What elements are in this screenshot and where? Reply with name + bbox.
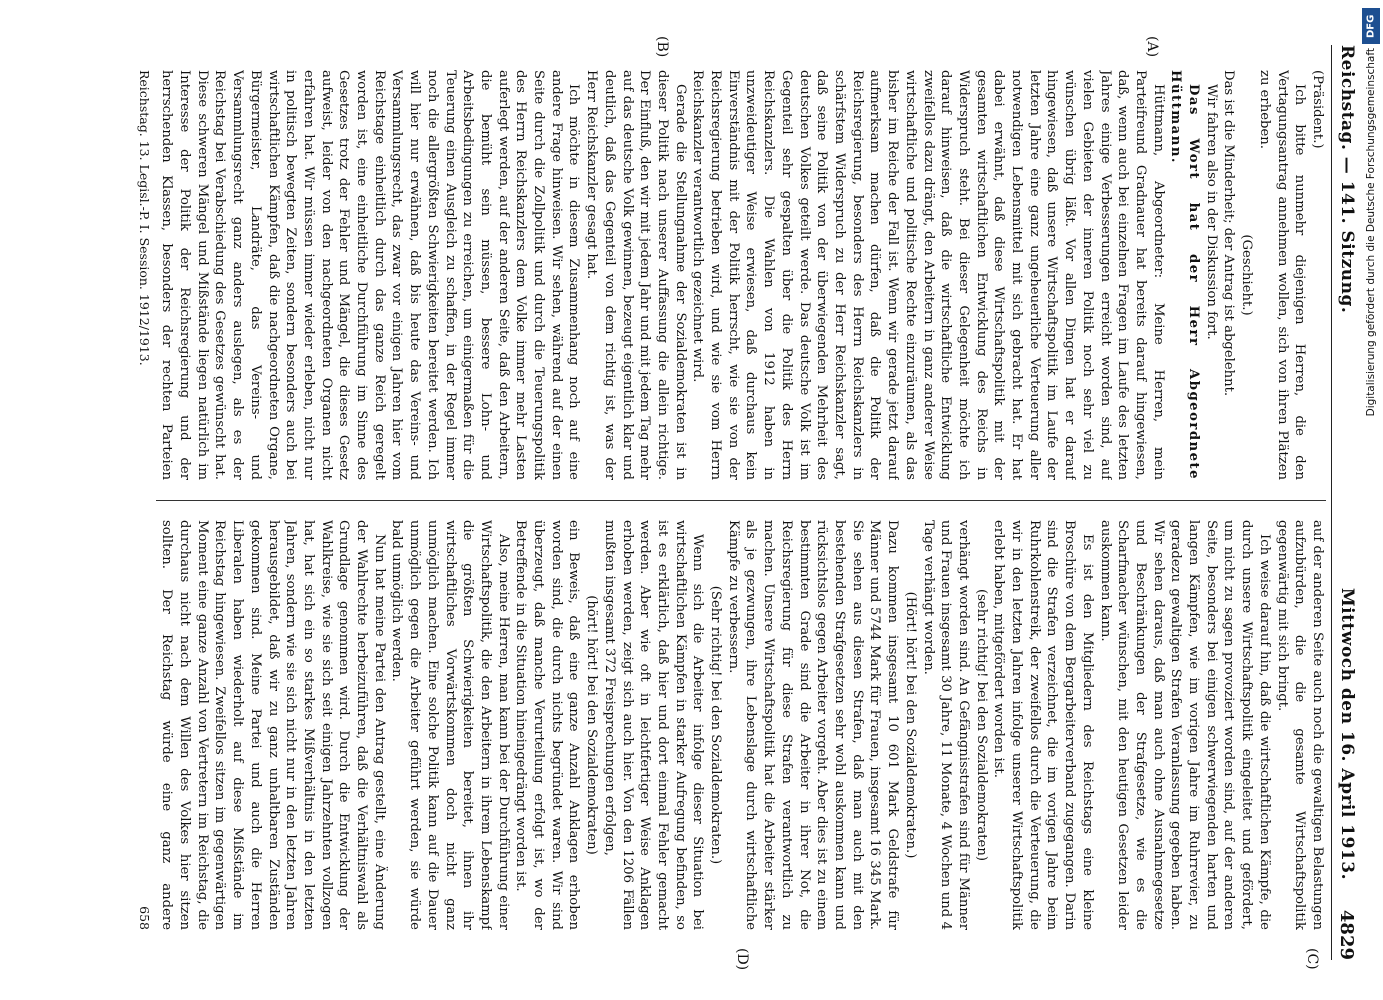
margin-mark-a: (A) — [1144, 36, 1160, 58]
paragraph: Wenn sich die Arbeiter infolge dieser Situation bei wirtschaftlichen Kämpfen in starker Aufregung befinden, so ist es erklärlich, daß hier und dort einmal Fehler gemacht werden. Aber wie oft in leichtfertiger Weise Anklagen erhoben werden, zeigt sich auch hier. Von den 1206 Fällen mußten insgesamt 372 Freisprechungen erfolgen, — [601, 520, 706, 930]
right-column — [156, 520, 1326, 930]
dfg-logo-icon: DFG — [1362, 8, 1380, 44]
speech-paragraph: Hüttmann, Abgeordneter: Meine Herren, mein Parteifreund Gradnauer hat bereits darauf hingewiesen, daß, wenn auch bei einzelnen Fragen im Laufe des letzten Jahres einige Verbesserungen erreicht worden sind, auf vielen Gebieten der inneren Politik noch sehr viel zu wünschen übrig läßt. Vor allen Dingen hat er darauf hingewiesen, daß unsere Wirtschaftspolitik im Laufe der letzten Jahre eine ganz ungeheuerliche Verteuerung aller notwendigen Lebensmittel mit sich gebracht hat. Er hat dabei erwähnt, daß diese Wirtschaftspolitik mit der gesamten wirtschaftlichen Entwicklung des Reichs in Widerspruch steht. Bei dieser Gelegenheit möchte ich darauf hinweisen, daß die wirtschaftliche Entwicklung zweifellos dazu drängt, den Arbeitern in ganz anderer Weise wirtschaftliche und politische Rechte einzuräumen, als das bisher im Reiche der Fall ist. Wenn wir gerade jetzt darauf aufmerksam machen dürfen, daß die Politik der Reichsregierung, besonders des Herrn Reichskanzlers in schärfstem Widerspruch zu der Herr Reichskanzler sagt, daß seine Politik von der überwiegenden Mehrheit des deutschen Volkes geteilt werde. Das deutsche Volk ist im Gegenteil sehr gespalten über die Politik des Herrn Reichskanzlers. Die Wahlen von 1912 haben in unzweideutiger Weise erwiesen, daß durchaus kein Einverständnis mit der Politik herrscht, wie sie von der Reichsregierung betrieben wird, und wie sie vom Herrn Reichskanzler verantwortlich gezeichnet wird. — [690, 70, 1166, 480]
footer-session: Reichstag. 13. Legisl.-P. I. Session. 1912/1913. — [137, 70, 152, 366]
speaker-tag: (Präsident.) — [1310, 70, 1325, 149]
page-footer — [137, 70, 152, 930]
paragraph: Das Wort hat der Herr Abgeordnete Hüttmann. — [1168, 70, 1202, 480]
paragraph: Dazu kommen insgesamt 10 601 Mark Geldstrafe für Männer und 5744 Mark für Frauen, insgesamt 16 345 Mark. Sie sehen aus diesen Strafen, daß man auch mit den bestehenden Strafgesetzen sehr wohl auskommen kann und rücksichtslos gegen Arbeiter vorgeht. Aber dies ist zu einem bestimmten Grade sind die Arbeiter in ihrer Not, die Reichsregierung für diese Strafen verantwortlich zu machen. Unsere Wirtschaftspolitik hat die Arbeiter stärker als je gezwungen, ihre Lebenslage durch wirtschaftliche Kämpfe zu verbessern. — [725, 520, 901, 930]
margin-mark-d: (D) — [734, 948, 750, 971]
footer-sheet-number: 658 — [137, 906, 152, 930]
paragraph: ein Beweis, daß eine ganze Anzahl Anklagen erhoben worden sind, die durch nichts begründet waren. Wir sind überzeugt, daß manche Verurteilung erfolgt ist, wo der Betreffende in die Situation hineingedrängt worden ist. — [513, 520, 582, 930]
margin-mark-c: (C) — [1304, 948, 1320, 970]
credit-text: Digitalisierung gefördert durch die Deutsche Forschungsgemeinschaft — [1365, 48, 1377, 417]
speech-paragraph: Gerade die Stellungnahme der Sozialdemokraten ist in dieser Politik nach unserer Auffassung die allein richtige. Der Einfluß, den wir mit jedem Jahr und mit jedem Tag mehr auf das deutsche Volk gewinnen, bezeugt eigentlich klar und deutlich, daß das Gegenteil von dem richtig ist, was der Herr Reichskanzler gesagt hat. — [584, 70, 688, 480]
paragraph: verhängt worden sind. An Gefängnisstrafen sind für Männer und Frauen insgesamt 30 Jahre, 11 Monate, 4 Wochen und 4 Tage verhängt worden. — [920, 520, 971, 930]
header-rule — [1331, 45, 1332, 960]
interjection: (Geschieht.) — [1239, 234, 1255, 316]
left-column — [156, 70, 1326, 480]
document-page — [50, 0, 1383, 1000]
paragraph: Nun hat meine Partei den Antrag gestellt, eine Änderung der Wahlrechte herbeizuführen, daß die Verhältniswahl als Grundlage genommen wird. Durch die Entwicklung der Wahlkreise, wie sie sich seit einigen Jahrzehnten vollzogen hat, hat sich ein so starkes Mißverhältnis in den letzten Jahren, sondern wie sie sich nicht nur in den letzten Jahren herausgebildet, daß wir zu ganz unhaltbaren Zuständen gekommen sind. Meine Partei und auch die Herren Liberalen haben wiederholt auf diese Mißstände im Reichstag hingewiesen. Zweifellos sitzen im gegenwärtigen Moment eine ganze Anzahl von Vertretern im Reichstag, die durchaus nicht nach dem Willen des Volkes hier sitzen sollten. Der Reichstag würde eine ganz andere — [159, 520, 387, 930]
interjection: (hört! hört! bei den Sozialdemokraten) — [584, 595, 600, 855]
paragraph: auf der anderen Seite auch noch die gewaltigen Belastungen aufzubürden, die die gesamte Wirtschaftspolitik gegenwärtig mit sich bringt. — [1274, 520, 1325, 930]
page-number: 4829 — [1336, 909, 1358, 960]
header-left: Reichstag. — 141. Sitzung. — [1337, 45, 1357, 314]
paragraph: Ich bitte nunmehr diejenigen Herren, die den Vertagungsantrag annehmen wollen, sich von ihren Plätzen zu erheben. — [1256, 70, 1308, 480]
paragraph: Das ist die Minderheit; der Antrag ist abgelehnt. — [1221, 70, 1237, 397]
margin-mark-b: (B) — [654, 36, 670, 58]
interjection: (Hört! hört! bei den Sozialdemokraten.) — [902, 591, 918, 859]
interjection: (sehr richtig! bei den Sozialdemokraten) — [973, 589, 989, 861]
interjection: (Sehr richtig! bei den Sozialdemokraten.) — [708, 585, 724, 865]
paragraph: Ich weise darauf hin, daß die wirtschaftlichen Kämpfe, die durch unsere Wirtschaftspolitik eingeleitet und gefördert, um nicht zu sagen provoziert worden sind, auf der anderen Seite, besonders bei einigen schwerwiegenden harten und langen Kämpfen, wie im vorigen Jahre im Ruhrrevier, zu geradezu gewaltigen Strafen Veranlassung gegeben haben. Wir sehen daraus, daß man auch ohne Ausnahmegesetze und Beschränkungen der Strafgesetze, wie es die Scharfmacher wünschen, mit den heutigen Gesetzen leider auskommen kann. — [1097, 520, 1272, 930]
speech-paragraph: Ich möchte in diesem Zusammenhang noch auf eine andere Frage hinweisen. Wir sehen, während auf der einen Seite durch die Zollpolitik und durch die Teuerungspolitik des Herrn Reichskanzlers dem Volke immer mehr Lasten auferlegt werden, auf der anderen Seite, daß den Arbeitern, die bemüht sein müssen, bessere Lohn- und Arbeitsbedingungen zu erreichen, um einigermaßen für die Teuerung einen Ausgleich zu schaffen, in der Regel immer noch die allergrößten Schwierigkeiten bereitet werden. Ich will hier nur erwähnen, daß bis heute das Vereins- und Versammlungsrecht, das zwar vor einigen Jahren hier vom Reichstage einheitlich durch das ganze Reich geregelt worden ist, eine einheitliche Durchführung im Sinne des Gesetzes trotz der Fehler und Mängel, die dieses Gesetz aufweist, leider von den nachgeordneten Organen nicht erfahren hat. Wir müssen immer wieder erleben, nicht nur in politisch bewegten Zeiten, sondern besonders auch bei wirtschaftlichen Kämpfen, daß die nachgeordneten Organe, Bürgermeister, Landräte, das Vereins- und Versammlungsrecht ganz anders auslegen, als es der Reichstag bei Verabschiedung des Gesetzes gewünscht hat. Diese schweren Mängel und Mißstände liegen natürlich im Interesse der Politik der Reichsregierung und der herrschenden Klassen, besonders der rechten Parteien — [159, 70, 582, 480]
paragraph: Es ist den Mitgliedern des Reichstags eine kleine Broschüre von dem Bergarbeiterverband zugegangen. Darin sind die Strafen verzeichnet, die im vorigen Jahre beim Ruhrkohlenstreik, der zweifellos durch die Verteuerung, die wir in den letzten Jahren infolge unserer Wirtschaftspolitik erlebt haben, mitgefördert worden ist. — [991, 520, 1095, 930]
digitization-credit — [1358, 8, 1383, 993]
column-divider — [156, 500, 1326, 501]
paragraph: Wir fahren also in der Diskussion fort. — [1203, 84, 1219, 340]
paragraph: Also, meine Herren, man kann bei der Durchführung einer Wirtschaftspolitik, die den Arbeitern in ihrem Lebenskampf die größten Schwierigkeiten bereitet, ihnen ihr wirtschaftliches Vorwärtskommen doch nicht ganz unmöglich machen. Eine solche Politik kann auf die Dauer unmöglich gegen die Arbeiter geführt werden, sie würde bald unmöglich werden. — [389, 520, 511, 930]
header-right: Mittwoch den 16. April 1913. — [1337, 587, 1357, 880]
